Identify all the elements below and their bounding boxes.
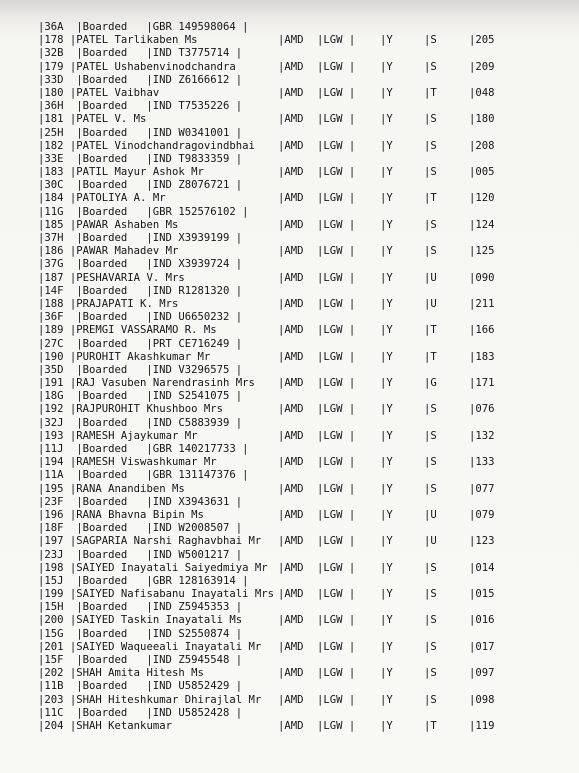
seq-name: |187 |PESHAVARIA V. Mrs — [38, 271, 185, 284]
origin-code: |AMD — [278, 86, 304, 99]
number-code: |183 — [469, 350, 495, 363]
passenger-line — [30, 483, 570, 496]
class-code: |Y — [380, 588, 393, 601]
number-code: |133 — [469, 456, 495, 469]
number-code: |016 — [469, 614, 495, 627]
origin-code: |AMD — [278, 139, 304, 152]
passenger-line — [30, 324, 570, 337]
passenger-name: PATOLIYA A. Mr — [76, 192, 166, 205]
booking-line — [30, 364, 570, 377]
passenger-name: PATEL Vaibhav — [76, 86, 160, 99]
seq-name: |202 |SHAH Amita Hitesh Ms — [38, 667, 204, 680]
booking-details: |15G |Boarded |IND S2550874 | — [38, 627, 243, 640]
class-code: |Y — [380, 429, 393, 442]
seq-number: |204 — [38, 719, 64, 732]
passenger-line — [30, 113, 570, 126]
seq-number: |202 — [38, 667, 64, 680]
class-code: |Y — [380, 640, 393, 653]
booking-line — [30, 127, 570, 140]
passenger-line — [30, 456, 570, 469]
status-code: |S — [424, 34, 437, 47]
passenger-line — [30, 166, 570, 179]
destination-code: |LGW | — [317, 377, 356, 390]
seq-number: |187 — [38, 271, 64, 284]
booking-details: |11J |Boarded |GBR 140217733 | — [38, 443, 249, 455]
status-code: |T — [424, 192, 437, 205]
seq-name: |193 |RAMESH Ajaykumar Mr — [38, 429, 198, 442]
number-code: |098 — [469, 693, 495, 706]
passenger-line — [30, 694, 570, 707]
class-code: |Y — [380, 667, 393, 680]
destination-code: |LGW | — [317, 192, 356, 205]
class-code: |Y — [380, 139, 393, 152]
origin-code: |AMD — [278, 34, 304, 47]
origin-code: |AMD — [278, 218, 304, 231]
seq-name: |203 |SHAH Hiteshkumar Dhirajlal Mr — [38, 693, 262, 706]
booking-line — [30, 496, 570, 509]
passenger-line — [30, 219, 570, 232]
booking-line — [30, 390, 570, 403]
seq-name: |182 |PATEL Vinodchandragovindbhai — [38, 139, 255, 152]
class-code: |Y — [380, 297, 393, 310]
number-code: |132 — [469, 429, 495, 442]
booking-details: |35D |Boarded |IND V3296575 | — [38, 363, 243, 376]
class-code: |Y — [380, 456, 393, 469]
status-code: |S — [424, 113, 437, 126]
passenger-name: PATIL Mayur Ashok Mr — [76, 166, 204, 179]
number-code: |077 — [469, 482, 495, 495]
booking-line — [30, 100, 570, 113]
class-code: |Y — [380, 324, 393, 337]
passenger-name: PATEL Ushabenvinodchandra — [76, 60, 236, 73]
class-code: |Y — [380, 60, 393, 73]
status-code: |T — [424, 86, 437, 99]
origin-code: |AMD — [278, 429, 304, 442]
number-code: |097 — [469, 667, 495, 680]
booking-line — [30, 443, 570, 456]
class-code: |Y — [380, 561, 393, 574]
class-code: |Y — [380, 245, 393, 258]
seq-number: |198 — [38, 561, 64, 574]
seq-number: |197 — [38, 535, 64, 548]
passenger-line — [30, 667, 570, 680]
booking-details: |33D |Boarded |IND Z6166612 | — [38, 73, 243, 86]
status-code: |T — [424, 719, 437, 732]
booking-details: |15F |Boarded |IND Z5945548 | — [38, 654, 243, 666]
booking-details: |32B |Boarded |IND T3775714 | — [38, 47, 243, 60]
passenger-name: RAMESH Ajaykumar Mr — [76, 429, 198, 442]
destination-code: |LGW | — [317, 245, 356, 258]
destination-code: |LGW | — [317, 297, 356, 310]
destination-code: |LGW | — [317, 640, 356, 653]
passenger-name: SHAH Ketankumar — [76, 719, 172, 732]
booking-line — [30, 258, 570, 271]
passenger-name: PRAJAPATI K. Mrs — [76, 297, 179, 310]
booking-details: |25H |Boarded |IND W0341001 | — [38, 126, 243, 139]
origin-code: |AMD — [278, 324, 304, 337]
booking-details: |36A |Boarded |GBR 149598064 | — [38, 21, 249, 33]
destination-code: |LGW | — [317, 271, 356, 284]
seq-name: |199 |SAIYED Nafisabanu Inayatali Mrs — [38, 588, 274, 601]
class-code: |Y — [380, 86, 393, 99]
status-code: |S — [424, 403, 437, 416]
seq-number: |180 — [38, 86, 64, 99]
seq-number: |179 — [38, 60, 64, 73]
number-code: |005 — [469, 166, 495, 179]
number-code: |211 — [469, 297, 495, 310]
status-code: |U — [424, 508, 437, 521]
passenger-line — [30, 34, 570, 47]
passenger-line — [30, 140, 570, 153]
destination-code: |LGW | — [317, 139, 356, 152]
number-code: |090 — [469, 271, 495, 284]
passenger-line — [30, 403, 570, 416]
passenger-name: PATEL Vinodchandragovindbhai — [76, 139, 255, 152]
seq-number: |191 — [38, 377, 64, 390]
seq-name: |185 |PAWAR Ashaben Ms — [38, 218, 179, 231]
passenger-name: RAMESH Viswashkumar Mr — [76, 456, 217, 469]
passenger-name: PATEL Tarlikaben Ms — [76, 34, 198, 47]
status-code: |T — [424, 350, 437, 363]
seq-number: |199 — [38, 588, 64, 601]
passenger-line — [30, 377, 570, 390]
number-code: |123 — [469, 535, 495, 548]
passenger-line — [30, 272, 570, 285]
origin-code: |AMD — [278, 614, 304, 627]
passenger-name: SAIYED Nafisabanu Inayatali Mrs — [76, 588, 274, 601]
origin-code: |AMD — [278, 377, 304, 390]
booking-details: |37G |Boarded |IND X3939724 | — [38, 258, 243, 271]
class-code: |Y — [380, 508, 393, 521]
seq-name: |190 |PUROHIT Akashkumar Mr — [38, 350, 211, 363]
passenger-line — [30, 588, 570, 601]
passenger-name: SAIYED Waqueeali Inayatali Mr — [76, 640, 262, 653]
seq-number: |182 — [38, 139, 64, 152]
seq-number: |192 — [38, 403, 64, 416]
origin-code: |AMD — [278, 192, 304, 205]
number-code: |017 — [469, 640, 495, 653]
passenger-name: PESHAVARIA V. Mrs — [76, 271, 185, 284]
status-code: |G — [424, 377, 437, 390]
class-code: |Y — [380, 719, 393, 732]
status-code: |S — [424, 614, 437, 627]
passenger-line — [30, 61, 570, 74]
seq-name: |179 |PATEL Ushabenvinodchandra — [38, 60, 236, 73]
destination-code: |LGW | — [317, 614, 356, 627]
number-code: |119 — [469, 719, 495, 732]
origin-code: |AMD — [278, 667, 304, 680]
passenger-name: RANA Bhavna Bipin Ms — [76, 508, 204, 521]
origin-code: |AMD — [278, 350, 304, 363]
class-code: |Y — [380, 218, 393, 231]
seq-name: |184 |PATOLIYA A. Mr — [38, 192, 166, 205]
seq-number: |194 — [38, 456, 64, 469]
origin-code: |AMD — [278, 456, 304, 469]
booking-line — [30, 549, 570, 562]
passenger-name: PUROHIT Akashkumar Mr — [76, 350, 211, 363]
number-code: |124 — [469, 218, 495, 231]
origin-code: |AMD — [278, 403, 304, 416]
booking-details: |11C |Boarded |IND U5852428 | — [38, 706, 243, 719]
seq-number: |188 — [38, 297, 64, 310]
booking-line — [30, 601, 570, 614]
passenger-name: PAWAR Mahadev Mr — [76, 245, 179, 258]
booking-details: |37H |Boarded |IND X3939199 | — [38, 232, 243, 244]
seq-name: |192 |RAJPUROHIT Khushboo Mrs — [38, 403, 223, 416]
booking-line — [30, 232, 570, 245]
class-code: |Y — [380, 535, 393, 548]
status-code: |S — [424, 693, 437, 706]
booking-details: |18F |Boarded |IND W2008507 | — [38, 522, 243, 535]
seq-number: |184 — [38, 192, 64, 205]
seq-number: |203 — [38, 693, 64, 706]
booking-details: |11G |Boarded |GBR 152576102 | — [38, 205, 249, 218]
status-code: |S — [424, 640, 437, 653]
origin-code: |AMD — [278, 271, 304, 284]
status-code: |S — [424, 60, 437, 73]
destination-code: |LGW | — [317, 218, 356, 231]
seq-number: |195 — [38, 482, 64, 495]
number-code: |171 — [469, 377, 495, 390]
destination-code: |LGW | — [317, 482, 356, 495]
booking-line — [30, 680, 570, 693]
seq-name: |191 |RAJ Vasuben Narendrasinh Mrs — [38, 377, 255, 390]
number-code: |120 — [469, 192, 495, 205]
passenger-line — [30, 535, 570, 548]
destination-code: |LGW | — [317, 693, 356, 706]
booking-line — [30, 338, 570, 351]
booking-line — [30, 285, 570, 298]
seq-number: |186 — [38, 245, 64, 258]
number-code: |205 — [469, 34, 495, 47]
destination-code: |LGW | — [317, 86, 356, 99]
passenger-line — [30, 614, 570, 627]
booking-line — [30, 575, 570, 588]
status-code: |U — [424, 297, 437, 310]
passenger-line — [30, 245, 570, 258]
class-code: |Y — [380, 271, 393, 284]
destination-code: |LGW | — [317, 324, 356, 337]
booking-line — [30, 21, 570, 34]
booking-details: |23F |Boarded |IND X3943631 | — [38, 495, 243, 508]
status-code: |S — [424, 456, 437, 469]
booking-details: |27C |Boarded |PRT CE716249 | — [38, 337, 243, 350]
destination-code: |LGW | — [317, 34, 356, 47]
class-code: |Y — [380, 693, 393, 706]
number-code: |209 — [469, 60, 495, 73]
passenger-name: SAGPARIA Narshi Raghavbhai Mr — [76, 535, 262, 548]
origin-code: |AMD — [278, 482, 304, 495]
origin-code: |AMD — [278, 561, 304, 574]
passenger-line — [30, 298, 570, 311]
destination-code: |LGW | — [317, 667, 356, 680]
seq-name: |196 |RANA Bhavna Bipin Ms — [38, 508, 204, 521]
class-code: |Y — [380, 34, 393, 47]
destination-code: |LGW | — [317, 535, 356, 548]
number-code: |076 — [469, 403, 495, 416]
seq-number: |201 — [38, 640, 64, 653]
origin-code: |AMD — [278, 60, 304, 73]
class-code: |Y — [380, 377, 393, 390]
passenger-name: RAJPUROHIT Khushboo Mrs — [76, 403, 223, 416]
passenger-name: PAWAR Ashaben Ms — [76, 218, 179, 231]
seq-number: |200 — [38, 614, 64, 627]
seq-number: |196 — [38, 508, 64, 521]
passenger-line — [30, 87, 570, 100]
status-code: |S — [424, 139, 437, 152]
passenger-name: SHAH Amita Hitesh Ms — [76, 667, 204, 680]
seq-name: |183 |PATIL Mayur Ashok Mr — [38, 166, 204, 179]
number-code: |166 — [469, 324, 495, 337]
booking-details: |11A |Boarded |GBR 131147376 | — [38, 469, 249, 482]
status-code: |S — [424, 667, 437, 680]
destination-code: |LGW | — [317, 508, 356, 521]
origin-code: |AMD — [278, 535, 304, 548]
booking-details: |18G |Boarded |IND S2541075 | — [38, 390, 243, 403]
passenger-line — [30, 430, 570, 443]
seq-name: |195 |RANA Anandiben Ms — [38, 482, 185, 495]
class-code: |Y — [380, 192, 393, 205]
booking-line — [30, 522, 570, 535]
origin-code: |AMD — [278, 588, 304, 601]
seq-number: |178 — [38, 34, 64, 47]
class-code: |Y — [380, 113, 393, 126]
origin-code: |AMD — [278, 719, 304, 732]
booking-details: |36F |Boarded |IND U6650232 | — [38, 311, 243, 324]
booking-line — [30, 707, 570, 720]
destination-code: |LGW | — [317, 561, 356, 574]
passenger-line — [30, 562, 570, 575]
status-code: |T — [424, 324, 437, 337]
seq-name: |197 |SAGPARIA Narshi Raghavbhai Mr — [38, 535, 262, 548]
destination-code: |LGW | — [317, 113, 356, 126]
booking-details: |30C |Boarded |IND Z8076721 | — [38, 179, 243, 192]
booking-line — [30, 47, 570, 60]
number-code: |079 — [469, 508, 495, 521]
number-code: |014 — [469, 561, 495, 574]
passenger-line — [30, 351, 570, 364]
booking-details: |15H |Boarded |IND Z5945353 | — [38, 601, 243, 614]
passenger-name: SAIYED Taskin Inayatali Ms — [76, 614, 243, 627]
booking-details: |33E |Boarded |IND T9833359 | — [38, 152, 243, 165]
seq-number: |193 — [38, 429, 64, 442]
seq-name: |204 |SHAH Ketankumar — [38, 719, 172, 732]
destination-code: |LGW | — [317, 403, 356, 416]
booking-line — [30, 153, 570, 166]
seq-name: |198 |SAIYED Inayatali Saiyedmiya Mr — [38, 561, 268, 574]
seq-name: |180 |PATEL Vaibhav — [38, 86, 160, 99]
destination-code: |LGW | — [317, 588, 356, 601]
status-code: |S — [424, 245, 437, 258]
origin-code: |AMD — [278, 113, 304, 126]
booking-line — [30, 417, 570, 430]
seq-name: |200 |SAIYED Taskin Inayatali Ms — [38, 614, 243, 627]
passenger-name: SHAH Hiteshkumar Dhirajlal Mr — [76, 693, 262, 706]
destination-code: |LGW | — [317, 350, 356, 363]
class-code: |Y — [380, 614, 393, 627]
status-code: |S — [424, 166, 437, 179]
seq-name: |194 |RAMESH Viswashkumar Mr — [38, 456, 217, 469]
status-code: |S — [424, 429, 437, 442]
passenger-name: PATEL V. Ms — [76, 113, 147, 126]
booking-details: |36H |Boarded |IND T7535226 | — [38, 100, 243, 113]
status-code: |S — [424, 561, 437, 574]
class-code: |Y — [380, 403, 393, 416]
origin-code: |AMD — [278, 508, 304, 521]
destination-code: |LGW | — [317, 719, 356, 732]
seq-name: |189 |PREMGI VASSARAMO R. Ms — [38, 324, 217, 337]
class-code: |Y — [380, 166, 393, 179]
status-code: |S — [424, 482, 437, 495]
destination-code: |LGW | — [317, 429, 356, 442]
passenger-name: PREMGI VASSARAMO R. Ms — [76, 324, 217, 337]
passenger-name: RANA Anandiben Ms — [76, 482, 185, 495]
destination-code: |LGW | — [317, 456, 356, 469]
booking-details: |32J |Boarded |IND C5883939 | — [38, 416, 243, 429]
origin-code: |AMD — [278, 693, 304, 706]
seq-name: |201 |SAIYED Waqueeali Inayatali Mr — [38, 640, 262, 653]
class-code: |Y — [380, 482, 393, 495]
status-code: |S — [424, 218, 437, 231]
seq-number: |185 — [38, 218, 64, 231]
class-code: |Y — [380, 350, 393, 363]
passenger-line — [30, 720, 570, 733]
seq-name: |186 |PAWAR Mahadev Mr — [38, 245, 179, 258]
passenger-name: SAIYED Inayatali Saiyedmiya Mr — [76, 561, 268, 574]
passenger-name: RAJ Vasuben Narendrasinh Mrs — [76, 377, 255, 390]
seq-name: |181 |PATEL V. Ms — [38, 113, 147, 126]
booking-details: |23J |Boarded |IND W5001217 | — [38, 548, 243, 561]
number-code: |125 — [469, 245, 495, 258]
booking-details: |11B |Boarded |IND U5852429 | — [38, 680, 243, 693]
seq-number: |183 — [38, 166, 64, 179]
status-code: |U — [424, 271, 437, 284]
destination-code: |LGW | — [317, 166, 356, 179]
booking-details: |15J |Boarded |GBR 128163914 | — [38, 574, 249, 587]
booking-line — [30, 179, 570, 192]
passenger-list — [30, 21, 570, 733]
origin-code: |AMD — [278, 245, 304, 258]
status-code: |S — [424, 588, 437, 601]
number-code: |048 — [469, 86, 495, 99]
booking-line — [30, 469, 570, 482]
booking-line — [30, 628, 570, 641]
seq-number: |189 — [38, 324, 64, 337]
seq-name: |178 |PATEL Tarlikaben Ms — [38, 34, 198, 47]
passenger-line — [30, 509, 570, 522]
passenger-line — [30, 192, 570, 205]
origin-code: |AMD — [278, 297, 304, 310]
number-code: |208 — [469, 139, 495, 152]
booking-line — [30, 311, 570, 324]
origin-code: |AMD — [278, 640, 304, 653]
booking-line — [30, 654, 570, 667]
seq-number: |181 — [38, 113, 64, 126]
booking-details: |14F |Boarded |IND R1281320 | — [38, 284, 243, 297]
destination-code: |LGW | — [317, 60, 356, 73]
passenger-line — [30, 641, 570, 654]
status-code: |U — [424, 535, 437, 548]
booking-line — [30, 206, 570, 219]
number-code: |180 — [469, 113, 495, 126]
origin-code: |AMD — [278, 166, 304, 179]
seq-number: |190 — [38, 350, 64, 363]
seq-name: |188 |PRAJAPATI K. Mrs — [38, 297, 179, 310]
booking-line — [30, 74, 570, 87]
number-code: |015 — [469, 588, 495, 601]
